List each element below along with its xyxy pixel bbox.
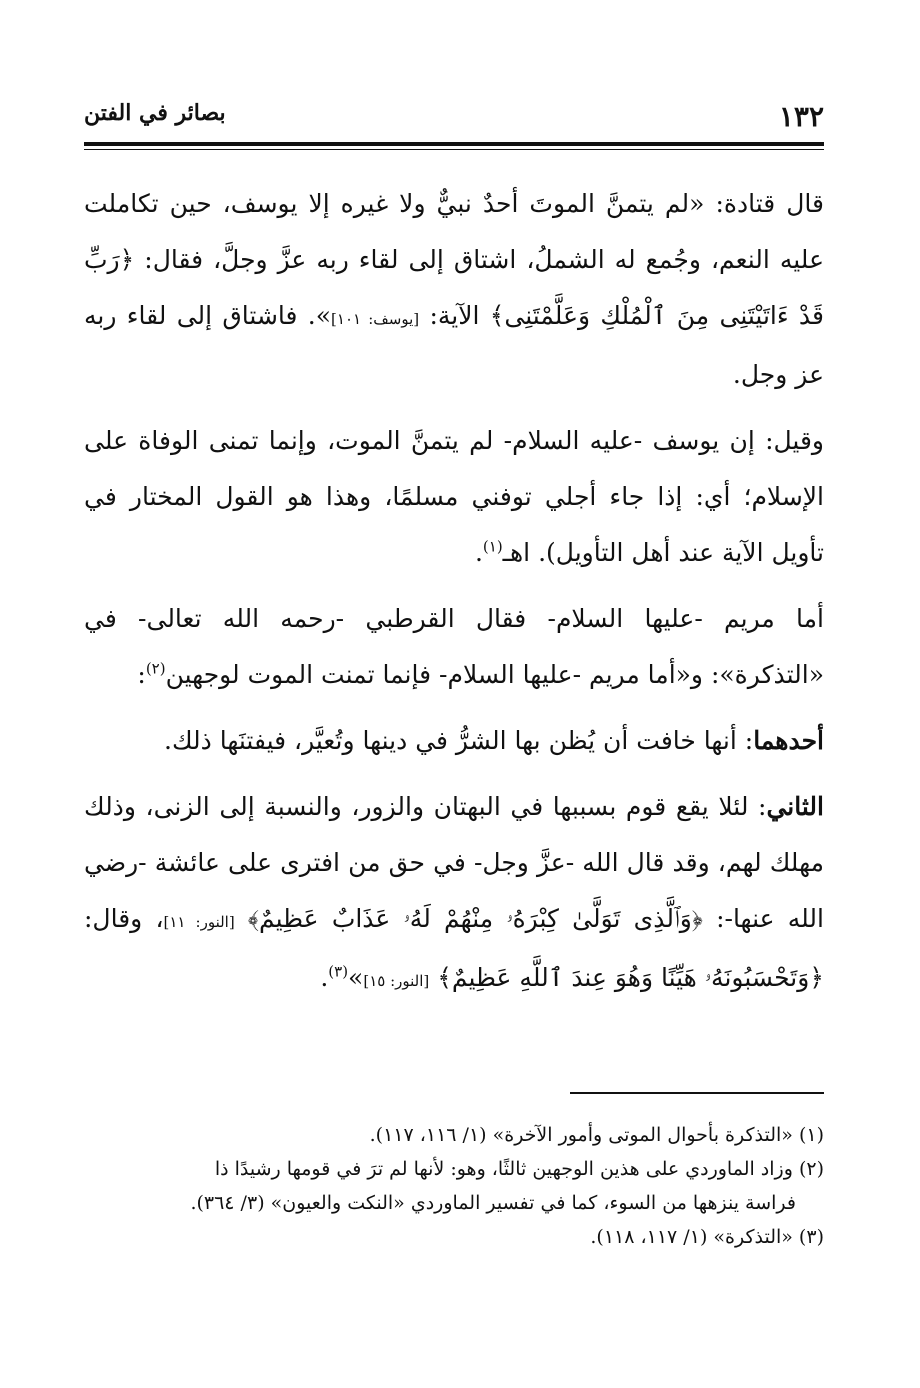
footnote-3: (٣) «التذكرة» (١/ ١١٧، ١١٨).	[590, 1226, 824, 1248]
paragraph-text: أما مريم -عليها السلام- فقال القرطبي -رحمه الله تعالى- في «التذكرة»: و«أما مريم -عليها السلام- فإنما تمنت الموت لوجهين	[84, 604, 824, 689]
quran-verse: ﴿وَتَحْسَبُونَهُۥ هَيِّنًا وَهُوَ عِندَ ٱللَّهِ عَظِيمٌ﴾	[437, 963, 824, 992]
quran-verse: ﴿رَبِّ قَدْ ءَاتَيْتَنِى مِنَ ٱلْمُلْكِ وَعَلَّمْتَنِى﴾	[84, 245, 824, 330]
quran-verse: ﴿وَٱلَّذِى تَوَلَّىٰ كِبْرَهُۥ مِنْهُمْ لَهُۥ عَذَابٌ عَظِيمٌ﴾	[247, 904, 703, 933]
paragraph-text: : أنها خافت أن يُظن بها الشرُّ في دينها وتُعيَّر، فيفتنَها ذلك.	[164, 726, 754, 755]
header-rule-thin	[84, 149, 824, 150]
footnote-divider	[570, 1092, 824, 1094]
paragraph-end: :	[137, 660, 146, 689]
page-header	[84, 96, 824, 136]
paragraph-qatada	[84, 176, 824, 403]
paragraph-end: .	[474, 538, 483, 567]
paragraph-text: الآية:	[419, 301, 490, 330]
footnote-ref-1[interactable]: (١)	[482, 537, 503, 556]
main-text	[84, 176, 824, 1019]
footnote-ref-3[interactable]: (٣)	[328, 962, 349, 981]
verse-citation: [يوسف: ١٠١]	[331, 310, 420, 328]
paragraph-text: ، وقال:	[84, 904, 164, 933]
verse-citation: [النور: ١١]	[163, 913, 235, 931]
paragraph-text: »	[348, 963, 364, 992]
paragraph-text: قال قتادة: «لم يتمنَّ الموتَ أحدٌ نبيٌّ ولا غيره إلا يوسف، حين تكاملت عليه النعم، وجُمع له الشملُ، اشتاق إلى لقاء ربه عزَّ وجلَّ، فقال:	[84, 189, 824, 274]
footnotes	[84, 1118, 824, 1254]
paragraph-text: وقيل: إن يوسف -عليه السلام- لم يتمنَّ الموت، وإنما تمنى الوفاة على الإسلام؛ أي: إذا جاء أجلي توفني مسلمًا، وهذا هو القول المختار في تأويل الآية عند أهل التأويل). اهـ	[84, 426, 824, 567]
header-rule-thick	[84, 142, 824, 146]
verse-citation: [النور: ١٥]	[363, 972, 430, 990]
footnote-ref-2[interactable]: (٢)	[145, 659, 166, 678]
paragraph-end: .	[320, 963, 329, 992]
paragraph-text: ». فاشتاق إلى لقاء ربه عز وجل.	[84, 301, 824, 389]
paragraph-yusuf	[84, 413, 824, 581]
lead-word: أحدهما	[753, 726, 824, 755]
lead-word: الثاني	[766, 792, 824, 821]
paragraph-first-reason	[84, 713, 824, 769]
paragraph-text: : لئلا يقع قوم بسببها في البهتان والزور، والنسبة إلى الزنى، وذلك مهلك لهم، وقد قال الله -عزَّ وجل- في حق من افترى على عائشة -رضي الله عنها-:	[84, 792, 824, 933]
page-number: ١٣٢	[778, 100, 824, 133]
footnote-2: (٢) وزاد الماوردي على هذين الوجهين ثالثًا، وهو: لأنها لم ترَ في قومها رشيدًا ذا	[214, 1158, 824, 1180]
footnote-1: (١) «التذكرة بأحوال الموتى وأمور الآخرة» (١/ ١١٦، ١١٧).	[369, 1124, 824, 1146]
running-title: بصائر في الفتن	[84, 100, 226, 126]
paragraph-second-reason	[84, 779, 824, 1009]
footnote-2-continued: فراسة ينزهها من السوء، كما في تفسير الماوردي «النكت والعيون» (٣/ ٣٦٤).	[190, 1192, 796, 1214]
paragraph-maryam	[84, 591, 824, 703]
